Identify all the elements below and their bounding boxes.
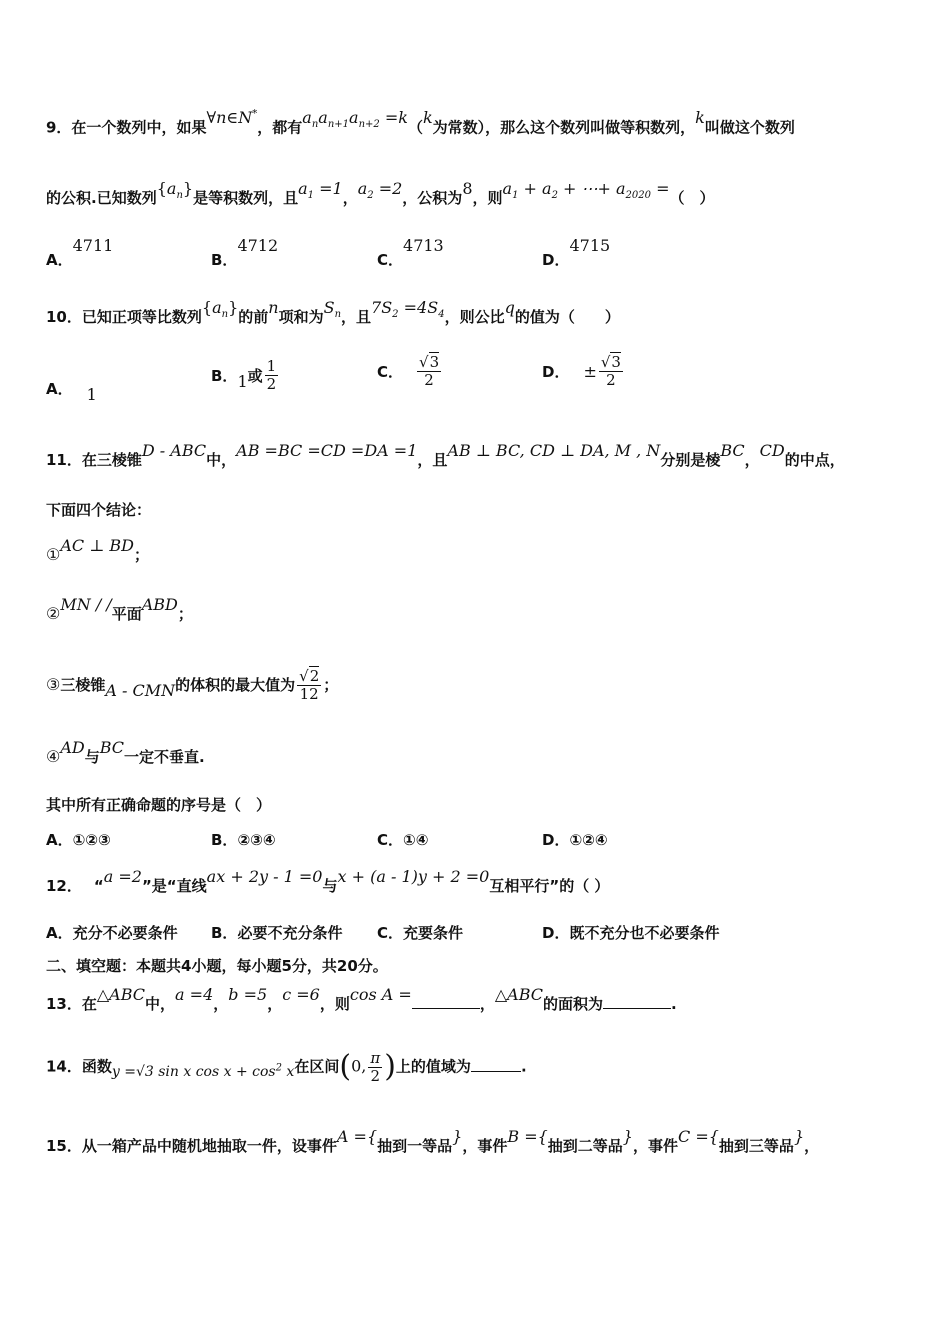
q11-option-d: D．①②④ <box>542 831 608 849</box>
q9-line2: 的公积.已知数列$\{a_n\}$是等积数列，且$a_1 =1$，$a_2 =2$，公积为8，则$a_1 + a_2$ + ⋯+ $a_{2020}$ =（ ） <box>46 179 715 207</box>
q12-option-a: A．充分不必要条件 <box>46 924 178 942</box>
q11-option-c: C．①④ <box>377 831 429 849</box>
q11-option-a: A．①②③ <box>46 831 111 849</box>
q13-answer-blank-area[interactable] <box>603 994 671 1009</box>
q10-option-b: B．1或 $\frac{1}{2}$ <box>211 357 277 393</box>
q12-option-c: C．充要条件 <box>377 924 464 942</box>
q10-option-d: D． ± $\frac{√3}{2}$ <box>542 353 621 389</box>
q12-option-d: D．既不充分也不必要条件 <box>542 924 720 942</box>
q9-math: ∀n∈N* <box>206 108 258 128</box>
q10-stem: 10．已知正项等比数列$\{a_n\}$的前n项和为$S_n$，且$7S_2 =4S_4$，则公比q的值为（ ） <box>46 298 620 326</box>
q9-sequence: $\{a_n\}$ <box>156 179 194 202</box>
q9-option-c: C．4713 <box>377 236 444 269</box>
q12-option-b: B．必要不充分条件 <box>211 924 343 942</box>
q11-conclusions-heading: 下面四个结论： <box>46 501 152 519</box>
q11-statement-1: ①AC ⊥ BD； <box>46 536 149 564</box>
q11-statement-2: ②MN / /平面ABD； <box>46 595 193 623</box>
q14-answer-blank[interactable] <box>471 1057 521 1072</box>
q12-stem: 12． “a =2”是“直线ax + 2y - 1 =0与x + (a - 1)y + 2 =0互相平行”的（ ） <box>46 867 610 895</box>
q14-stem: 14．函数y =√3 sin x $\cos x + \cos^2 x$在区间(0, $\frac{\pi}{2}$ )上的值域为 . <box>46 1048 527 1085</box>
q10-option-c: C． $\frac{√3}{2}$ <box>377 353 440 389</box>
section-2-heading: 二、填空题：本题共4小题，每小题5分，共20分。 <box>46 957 388 975</box>
q15-stem: 15．从一箱产品中随机地抽取一件，设事件A ={抽到一等品}，事件B ={抽到二等品}，事件C ={抽到三等品}， <box>46 1127 820 1155</box>
q10-option-a: A． 1 <box>46 380 97 404</box>
q11-stem: 11．在三棱锥D - ABC中，AB =BC =CD =DA =1，且AB ⊥ BC, CD ⊥ DA, M , N分别是棱BC，CD的中点， <box>46 441 845 469</box>
q11-ask: 其中所有正确命题的序号是（ ） <box>46 796 272 814</box>
q13-answer-blank-cos[interactable] <box>412 994 480 1009</box>
q9-math: $a_na_{n+1}a_{n+2} =k$ <box>302 108 408 131</box>
q9-text: 9．在一个数列中，如果 <box>46 118 207 137</box>
q9-line1: 9．在一个数列中，如果∀n∈N*，都有$a_na_{n+1}a_{n+2} =k(k$为常数），那么这个数列叫做等积数列，k叫做这个数列 <box>46 108 795 137</box>
q11-option-b: B．②③④ <box>211 831 276 849</box>
q13-stem: 13．在△ABC中，a =4，b =5，c =6，则cos A = ，△ABC的面积为 . <box>46 985 677 1013</box>
q9-option-d: D．4715 <box>542 236 611 269</box>
q11-statement-4: ④AD与BC一定不垂直. <box>46 738 205 766</box>
q11-statement-3: ③三棱锥A - CMN的体积的最大值为 $\frac{√2}{12}$ ； <box>46 667 339 703</box>
q9-option-a: A．4711 <box>46 236 114 269</box>
q9-option-b: B．4712 <box>211 236 279 269</box>
